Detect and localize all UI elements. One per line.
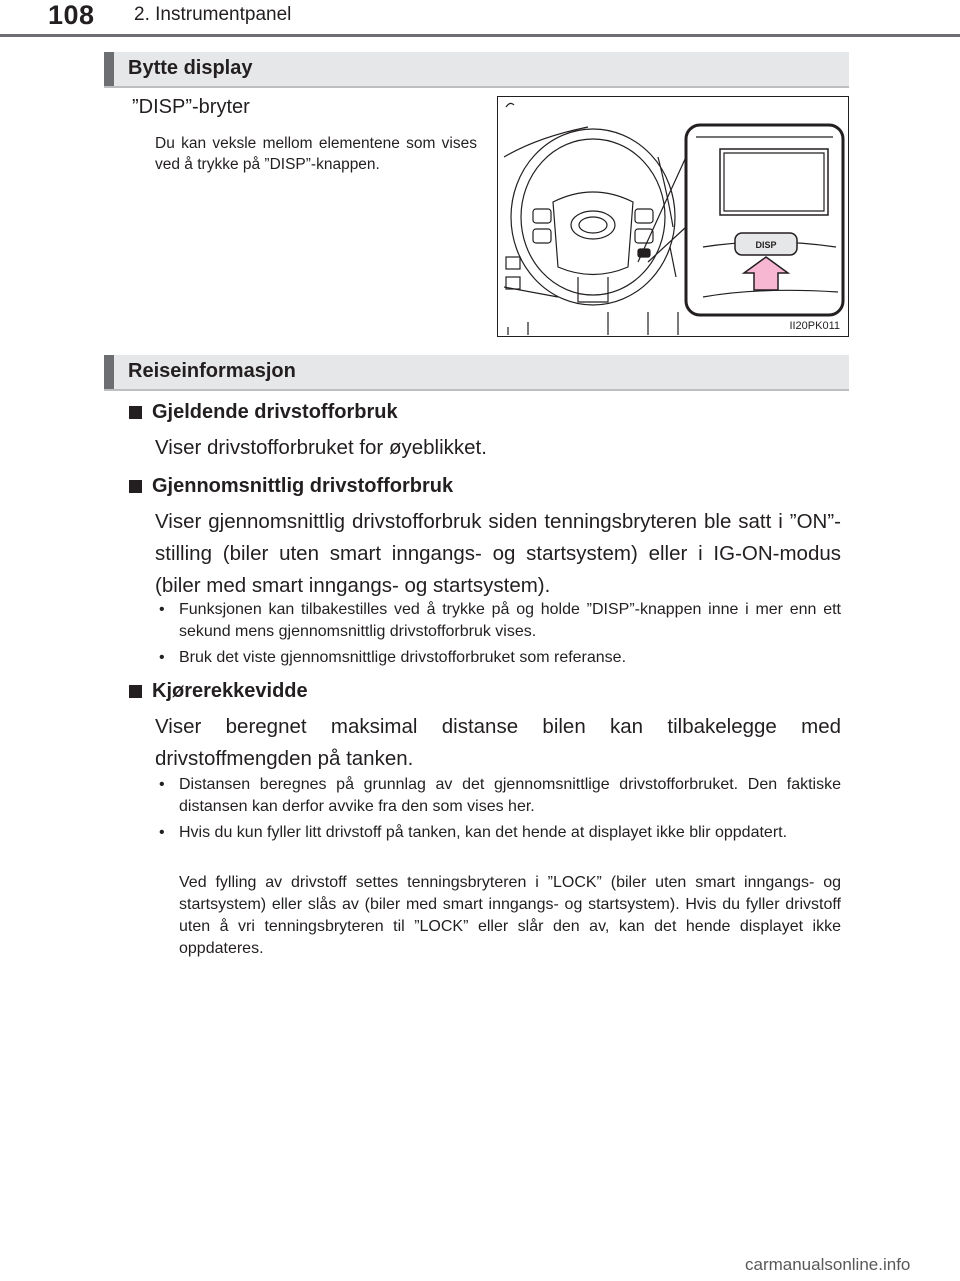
paragraph-current-fuel-consumption: Viser drivstofforbruket for øyeblikket. [155, 436, 487, 459]
bullet-text: Funksjonen kan tilbakestilles ved å trykke på og holde ”DISP”-knappen inne i mer enn ett sekund mens gjennomsnittlig drivstofforbruk vises. [179, 601, 841, 640]
disp-switch-subheading: ”DISP”-bryter [132, 96, 250, 118]
pointer-arrow-icon [744, 257, 788, 290]
section-header-bytte-display [104, 52, 849, 88]
square-bullet-icon [129, 685, 142, 698]
disp-button-label: DISP [755, 240, 777, 250]
section-title: Bytte display [128, 57, 253, 79]
paragraph-driving-range: Viser beregnet maksimal distanse bilen kan tilbakelegge med drivstoffmengden på tanken. [155, 715, 841, 770]
heading-current-fuel-consumption [129, 401, 398, 424]
header-divider [0, 34, 960, 37]
bullet-text: Hvis du kun fyller litt drivstoff på tanken, kan det hende at displayet ikke blir oppdatert. [179, 824, 788, 841]
page-number: 108 [48, 0, 95, 30]
bullet-item [159, 599, 841, 643]
steering-wheel-illustration [497, 96, 849, 337]
heading-average-fuel-consumption [129, 475, 453, 498]
chapter-title: 2. Instrumentpanel [134, 4, 292, 25]
bullet-dot-icon: • [159, 649, 165, 666]
figure-code: II20PK011 [789, 320, 840, 332]
disp-description: Du kan veksle mellom elementene som vises ved å trykke på ”DISP”-knappen. [155, 135, 477, 173]
section-header-reiseinformasjon [104, 355, 849, 391]
bullet-text: Bruk det viste gjennomsnittlige drivstofforbruket som referanse. [179, 649, 627, 666]
bullet-item [159, 822, 841, 844]
section-title: Reiseinformasjon [128, 360, 296, 382]
heading-text: Kjørerekkevidde [152, 680, 308, 702]
square-bullet-icon [129, 406, 142, 419]
section-accent-bar [104, 52, 114, 86]
paragraph-average-fuel-consumption: Viser gjennomsnittlig drivstofforbruk siden tenningsbryteren ble satt i ”ON”-stilling (biler uten smart inngangs- og startsystem) eller i IG-ON-modus (biler med smart inngangs- og startsystem). [155, 510, 841, 597]
heading-text: Gjennomsnittlig drivstofforbruk [152, 475, 454, 497]
watermark: carmanualsonline.info [745, 1255, 911, 1274]
steering-wheel-drawing [498, 97, 847, 335]
section-accent-bar [104, 355, 114, 389]
heading-text: Gjeldende drivstofforbruk [152, 401, 398, 423]
bullet-item [159, 647, 841, 669]
bullet-item [159, 774, 841, 818]
square-bullet-icon [129, 480, 142, 493]
heading-driving-range [129, 680, 308, 703]
bullet-dot-icon: • [159, 601, 165, 618]
bullet-continuation: Ved fylling av drivstoff settes tenningsbryteren i ”LOCK” (biler uten smart inngangs- og startsystem) eller slås av (biler med smart inngangs- og startsystem). Hvis du fyller drivstoff uten å vri tenningsbryteren til ”LOCK” eller slår den av, kan det hende displayet ikke oppdateres. [179, 874, 841, 957]
bullet-text: Distansen beregnes på grunnlag av det gjennomsnittlige drivstofforbruket. Den faktiske distansen kan derfor avvike fra den som vises her. [179, 776, 841, 815]
bullet-dot-icon: • [159, 824, 165, 841]
bullet-dot-icon: • [159, 776, 165, 793]
